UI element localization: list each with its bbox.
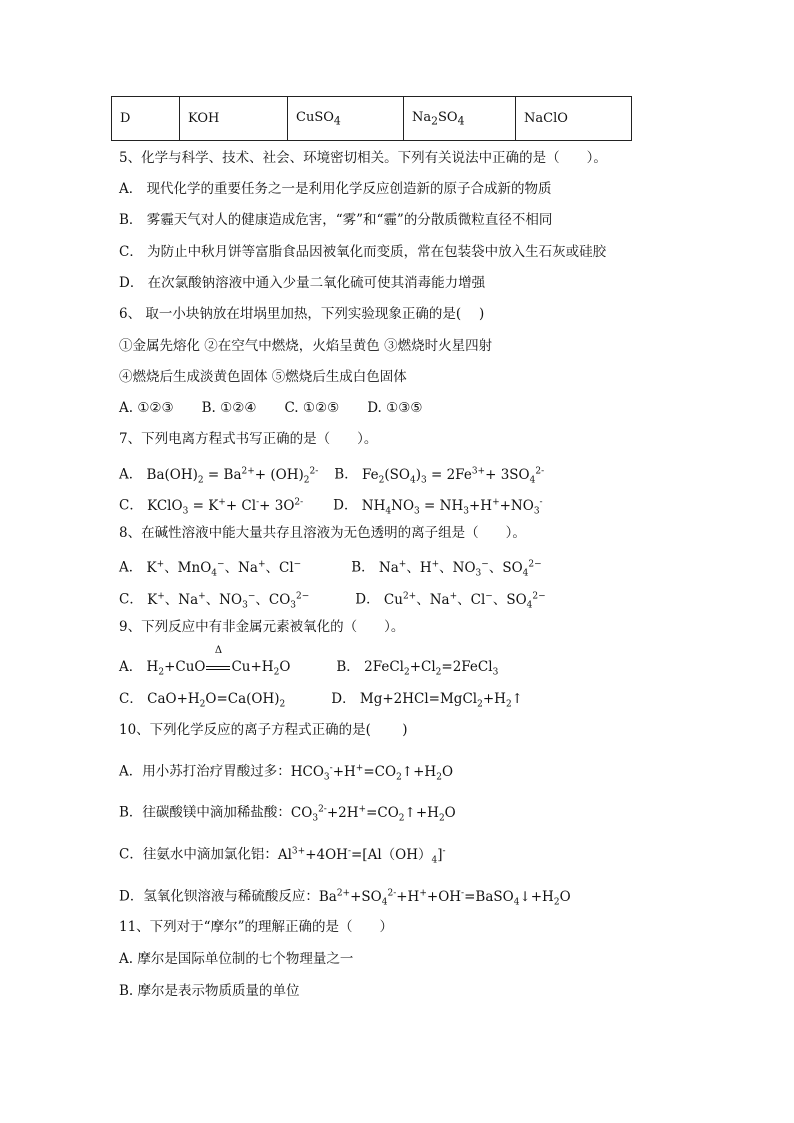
q10-stem: 10、下列化学反应的离子方程式正确的是( ) [119, 722, 408, 738]
q7-row-ab: A． $Ba(OH)_2 = Ba^{2+}+ (OH)_2^{2-}$ B． $Fe_2(SO_4)_3 = 2Fe^{3+}+ 3SO_4^{2-}$ [119, 466, 545, 486]
table-cell-label: D [112, 97, 180, 141]
heat-condition: Δ [205, 658, 231, 676]
q6-option-b: B. ①②④ [201, 400, 257, 416]
q5-option-c: C． 为防止中秋月饼等富脂食品因被氧化而变质，常在包装袋中放入生石灰或硅胶 [119, 244, 607, 260]
q6-option-c: C. ①②⑤ [284, 400, 340, 416]
q6-option-a: A. ①②③ [119, 400, 174, 416]
table-cell-naclo: NaClO [516, 97, 632, 141]
q8-row-ab: A． K+、MnO$_4$−、Na+、Cl− B． Na+、H+、$NO_3^-$、$SO_4^{2-}$ [119, 559, 542, 579]
q10-option-c: C．往氨水中滴加氯化铝：$Al^{3+}+4OH^-=[Al(OH)_4]^-$ [119, 846, 446, 866]
q8-option-b-ions: Na+、H+、$NO_3^-$、$SO_4^{2-}$ [378, 559, 542, 579]
q5-option-b: B． 雾霾天气对人的健康造成危害，“雾”和“霾”的分散质微粒直径不相同 [119, 212, 553, 228]
table-cell-na2so4: $Na_2SO_4$ [404, 97, 516, 141]
q11-stem: 11、下列对于“摩尔”的理解正确的是（ ） [119, 919, 393, 935]
q11-option-a: A. 摩尔是国际单位制的七个物理量之一 [119, 951, 354, 967]
q9-stem: 9、下列反应中有非金属元素被氧化的（ ）。 [119, 619, 405, 635]
q7-option-c-eq: KClO$_3$ = $K^++ Cl^-+ 3O^{2-}$ [147, 497, 304, 517]
q8-option-a-ions: K+、MnO$_4$−、Na+、Cl− [146, 559, 302, 579]
q6-option-d: D. ①③⑤ [367, 400, 423, 416]
q8-option-d-ions: $Cu^{2+}$、Na+、Cl−、$SO_4^{2-}$ [383, 591, 546, 611]
q7-option-d-eq: $NH_4NO_3 = NH_3+H^++NO_3^-$ [361, 497, 543, 517]
q5-stem: 5、化学与科学、技术、社会、环境密切相关。下列有关说法中正确的是（ ）。 [119, 150, 607, 166]
q9-option-a-eq: $H_2+CuO$ Δ $Cu+H_2O$ [146, 645, 291, 678]
q9-row-cd: C． $CaO+H_2O=Ca(OH)_2$ D． $Mg+2HCl=MgCl_2+H_2↑$ [119, 691, 523, 710]
q8-option-c-ions: K+、Na+、$NO_3^-$、$CO_3^{2-}$ [147, 591, 310, 611]
q5-option-d: D． 在次氯酸钠溶液中通入少量二氧化硫可使其消毒能力增强 [119, 275, 486, 291]
q7-option-b-eq: $Fe_2(SO_4)_3 = 2Fe^{3+}+ 3SO_4^{2-}$ [362, 466, 545, 486]
table-cell-koh: KOH [180, 97, 288, 141]
q7-stem: 7、下列电离方程式书写正确的是（ ）。 [119, 431, 378, 447]
q5-option-a: A． 现代化学的重要任务之一是利用化学反应创造新的原子合成新的物质 [119, 181, 552, 197]
q7-option-a-eq: $Ba(OH)_2 = Ba^{2+}+ (OH)_2^{2-}$ [146, 466, 319, 486]
table-row [112, 97, 632, 141]
option-table [111, 96, 632, 141]
q10-option-d: D．氢氧化钡溶液与稀硫酸反应：$Ba^{2+}+SO_4^{2-}+H^++OH^-=BaSO_4↓+H_2O$ [119, 888, 571, 908]
q6-stem: 6、 取一小块钠放在坩埚里加热，下列实验现象正确的是( ) [119, 306, 485, 322]
q9-option-b-eq: $2FeCl_2+Cl_2=2FeCl_3$ [364, 659, 499, 678]
q10-option-a: A．用小苏打治疗胃酸过多：$HCO_3^-+H^+=CO_2↑+H_2O$ [119, 763, 454, 783]
q6-options [119, 399, 422, 417]
q10-option-b: B．往碳酸镁中滴加稀盐酸：$CO_3^{2-}+2H^+=CO_2↑+H_2O$ [119, 804, 456, 824]
q11-option-b: B. 摩尔是表示物质质量的单位 [119, 983, 300, 999]
q9-row-ab: A． $H_2+CuO$ Δ $Cu+H_2O$ B． $2FeCl_2+Cl_2=2FeCl_3$ [119, 645, 499, 678]
q9-option-d-eq: $Mg+2HCl=MgCl_2+H_2↑$ [359, 691, 523, 710]
table-cell-cuso4: CuSO$_4$ [288, 97, 404, 141]
q9-option-c-eq: $CaO+H_2O=Ca(OH)_2$ [147, 691, 286, 710]
q8-row-cd: C． K+、Na+、$NO_3^-$、$CO_3^{2-}$ D． $Cu^{2+}$、Na+、Cl−、$SO_4^{2-}$ [119, 591, 546, 611]
q6-phenomena-2: ④燃烧后生成淡黄色固体 ⑤燃烧后生成白色固体 [119, 369, 407, 385]
q6-phenomena-1: ①金属先熔化 ②在空气中燃烧，火焰呈黄色 ③燃烧时火星四射 [119, 338, 493, 354]
q7-row-cd: C． KClO$_3$ = $K^++ Cl^-+ 3O^{2-}$ D． $NH_4NO_3 = NH_3+H^++NO_3^-$ [119, 497, 543, 517]
q8-stem: 8、在碱性溶液中能大量共存且溶液为无色透明的离子组是（ ）。 [119, 525, 526, 541]
